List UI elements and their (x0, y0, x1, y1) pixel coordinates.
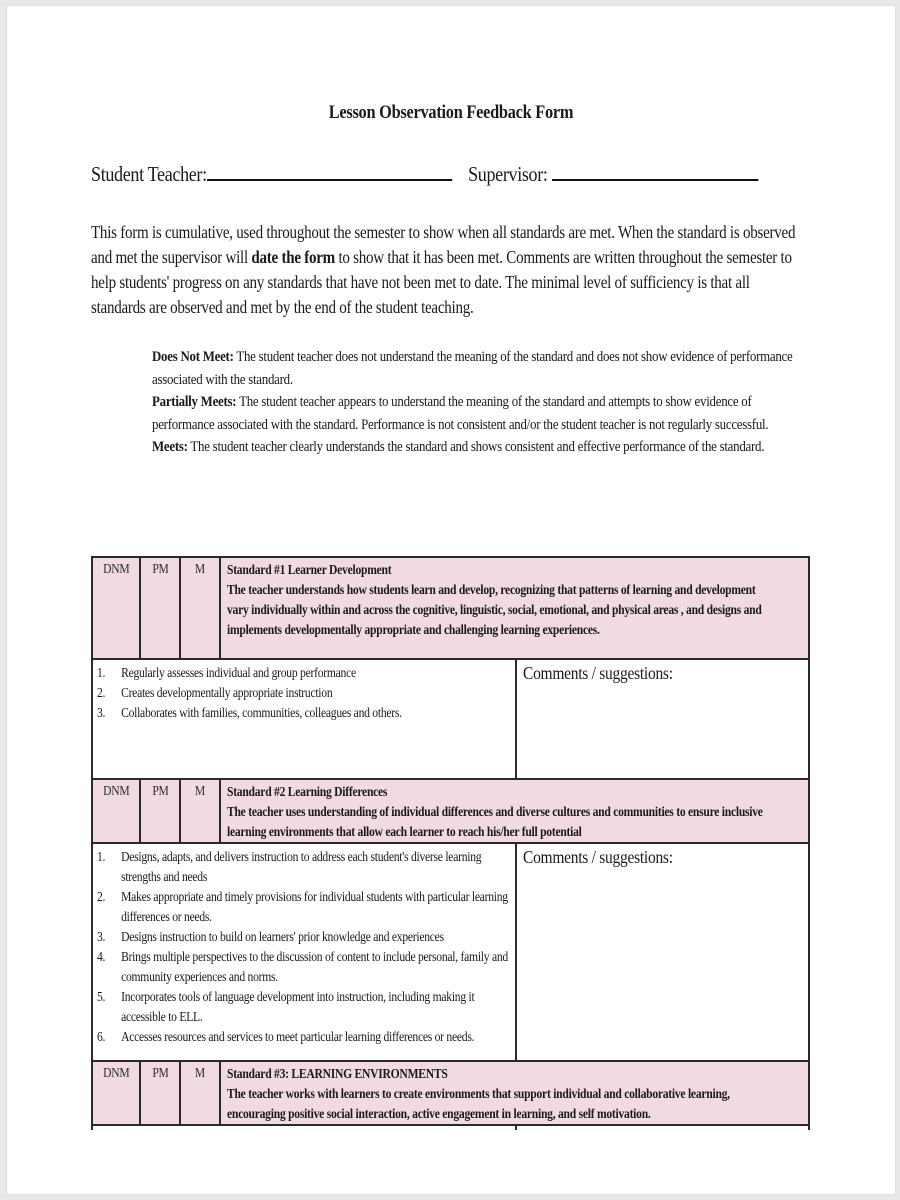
dnm-checkbox-cell[interactable] (92, 779, 140, 843)
dnm-label: DNM (102, 783, 130, 798)
dnm-label: DNM (102, 561, 130, 576)
indicator-item: 2. Creates developmentally appropriate instruction (97, 685, 333, 700)
name-fields-row (91, 162, 758, 187)
comments-label: Comments / suggestions: (523, 847, 673, 867)
standard-1-body (92, 659, 809, 779)
dnm-checkbox-cell[interactable] (92, 557, 140, 659)
definition-text: The student teacher appears to understand the meaning of the standard and attempts to show evidence of performance associated with the standard. Performance is not consistent and/or the student teacher is not regularly successful. (152, 394, 769, 433)
definition-text: The student teacher does not understand the meaning of the standard and does not show evidence of performance associated with the standard. (152, 349, 793, 388)
comments-cell[interactable] (516, 659, 809, 779)
m-checkbox-cell[interactable] (180, 779, 220, 843)
standard-title: Standard #2 Learning Differences (227, 784, 388, 799)
supervisor-label: Supervisor: (468, 162, 548, 186)
standard-2-header (92, 779, 809, 843)
definition-term: Does Not Meet: (152, 349, 234, 365)
indicator-item: 1. Regularly assesses individual and group performance (97, 665, 356, 680)
pm-checkbox-cell[interactable] (140, 557, 180, 659)
m-checkbox-cell[interactable] (180, 1061, 220, 1125)
comments-label: Comments / suggestions: (523, 663, 673, 683)
rating-definitions (152, 346, 814, 459)
pm-label: PM (151, 783, 169, 798)
intro-text-2: to show that it has been met. Comments are written throughout the semester to help students' progress on any standards that have not been met to date. The minimal level of sufficiency is that all standards are observed and met by the end of the student teaching. (91, 247, 792, 317)
standard-2-body (92, 843, 809, 1061)
student-teacher-label: Student Teacher: (91, 162, 207, 186)
dnm-label: DNM (102, 1065, 130, 1080)
m-label: M (194, 783, 206, 798)
pm-label: PM (151, 561, 169, 576)
document-page (6, 5, 896, 1195)
definition-text: The student teacher clearly understands the standard and shows consistent and effective performance of the standard. (187, 439, 765, 455)
standard-description-cell (220, 1061, 809, 1125)
standards-table (91, 556, 810, 1186)
supervisor-field[interactable] (552, 163, 758, 181)
definition-partially-meets (152, 391, 814, 436)
standard-description: The teacher understands how students learn and develop, recognizing that patterns of learning and development vary individually within and across the cognitive, linguistic, social, emotional, and physical areas , and designs and implements developmentally appropriate and challenging learning experiences. (227, 582, 762, 637)
m-label: M (194, 561, 206, 576)
m-checkbox-cell[interactable] (180, 557, 220, 659)
indicator-list-cell (92, 843, 516, 1061)
indicator-list-cell (92, 659, 516, 779)
definition-term: Meets: (152, 439, 188, 455)
indicator-item: 4. Brings multiple perspectives to the discussion of content to include personal, family and community experiences and norms. (97, 949, 508, 984)
pm-checkbox-cell[interactable] (140, 779, 180, 843)
pm-checkbox-cell[interactable] (140, 1061, 180, 1125)
comments-cell[interactable] (516, 843, 809, 1061)
standard-3-header (92, 1061, 809, 1125)
page-cutoff-mask (7, 1130, 895, 1195)
intro-paragraph (91, 220, 796, 320)
m-label: M (194, 1065, 206, 1080)
indicator-item: 3. Designs instruction to build on learners' prior knowledge and experiences (97, 929, 444, 944)
standard-description-cell (220, 779, 809, 843)
definition-does-not-meet (152, 346, 814, 391)
standard-description: The teacher works with learners to create environments that support individual and collaborative learning, encouraging positive social interaction, active engagement in learning, and self motivation. (227, 1086, 730, 1121)
dnm-checkbox-cell[interactable] (92, 1061, 140, 1125)
standard-title: Standard #1 Learner Development (227, 562, 392, 577)
intro-bold-text: date the form (251, 247, 335, 267)
indicator-item: 2. Makes appropriate and timely provisions for individual students with particular learning differences or needs. (97, 889, 508, 924)
indicator-item: 6. Accesses resources and services to meet particular learning differences or needs. (97, 1029, 475, 1044)
standard-title: Standard #3: LEARNING ENVIRONMENTS (227, 1066, 448, 1081)
definition-meets (152, 436, 814, 459)
intro-text-1: This form is cumulative, used throughout the semester to show when all standards are met. When the standard is observed and met the supervisor will (91, 222, 796, 267)
standard-description-cell (220, 557, 809, 659)
standard-description: The teacher uses understanding of individual differences and diverse cultures and communities to ensure inclusive learning environments that allow each learner to reach his/her full potential (227, 804, 763, 839)
definition-term: Partially Meets: (152, 394, 237, 410)
form-title: Lesson Observation Feedback Form (328, 102, 574, 123)
indicator-item: 1. Designs, adapts, and delivers instruction to address each student's diverse learning strengths and needs (97, 849, 482, 884)
indicator-item: 5. Incorporates tools of language development into instruction, including making it accessible to ELL. (97, 989, 475, 1024)
standard-1-header (92, 557, 809, 659)
student-teacher-field[interactable] (207, 163, 452, 181)
indicator-item: 3. Collaborates with families, communities, colleagues and others. (97, 705, 402, 720)
pm-label: PM (151, 1065, 169, 1080)
